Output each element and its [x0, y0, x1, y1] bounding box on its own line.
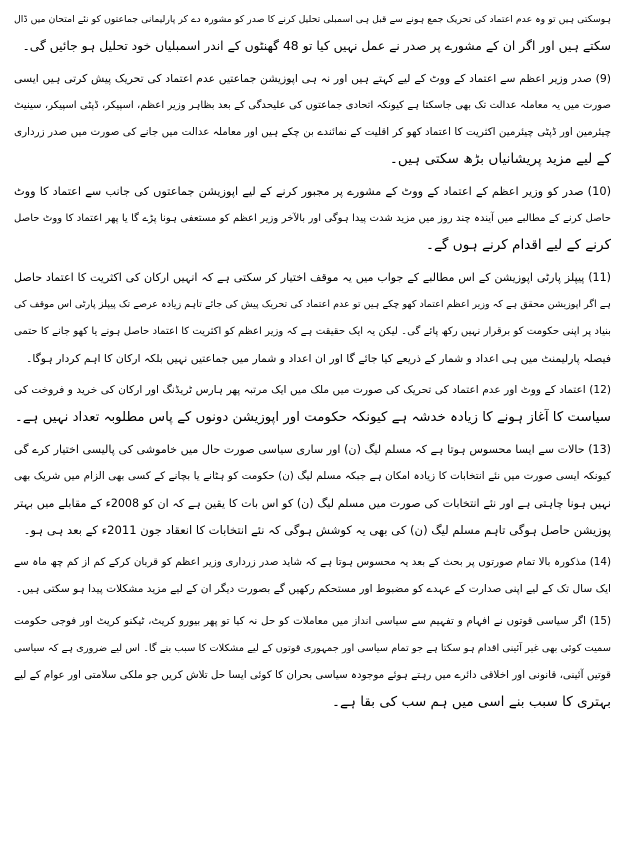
text-line: (14) مذکورہ بالا تمام صورتوں پر بحث کے بعد یہ محسوس ہوتا ہے کہ شاید صدر زرداری وزیر اعظم کو قربان کرکے کم از کم چھ ماہ سے — [14, 556, 611, 568]
text-line: ایک سال تک کے لیے اپنی صدارت کے عہدے کو مضبوط اور مستحکم رکھیں گے بصورت دیگر ان کے لیے مزید مشکلات پیدا ہو سکتی ہیں۔ — [15, 583, 611, 595]
text-line: پوزیشن حاصل ہوگی تاہم مسلم لیگ (ن) کی بھی یہ کوشش ہوگی کہ نئے انتخابات کا انعقاد جون 2011ء کے بعد ہی ہو۔ — [23, 523, 611, 537]
text-line: (15) اگر سیاسی قوتوں نے افہام و تفہیم سے سیاسی انداز میں معاملات کو حل نہ کیا تو پھر بیورو کریٹ، ٹیکنو کریٹ اور فوجی حکومت — [14, 615, 611, 627]
text-line: قوتیں آئینی، قانونی اور اخلاقی دائرے میں رہتے ہوئے موجودہ سیاسی بحران کا کوئی ایسا حل تلاش کریں جو ملکی سلامتی اور عوام کے لیے — [14, 669, 611, 681]
text-line: سکتے ہیں اور اگر ان کے مشورے پر صدر نے عمل نہیں کیا تو 48 گھنٹوں کے اندر اسمبلیاں خود تحلیل ہو جائیں گی۔ — [22, 39, 611, 53]
paragraph-point-11 — [14, 264, 611, 372]
text-line: (9) صدر وزیر اعظم سے اعتماد کے ووٹ کے لیے کہتے ہیں اور نہ ہی اپوزیشن جماعتیں عدم اعتماد کی تحریک پیش کرتی ہیں ایسی — [14, 72, 611, 85]
text-line: سیاست کا آغاز ہونے کا زیادہ خدشہ ہے کیونکہ حکومت اور اپوزیشن دونوں کے پاس مطلوبہ تعداد نہیں ہے۔ — [14, 410, 611, 425]
text-line: (11) پیپلز پارٹی اپوزیشن کے اس مطالبے کے جواب میں یہ موقف اختیار کر سکتی ہے کہ انہیں ارکان کی اکثریت کا اعتماد حاصل — [14, 271, 611, 284]
paragraph-point-13 — [14, 436, 611, 544]
text-line: کرنے کے لیے اقدام کرنے ہوں گے۔ — [426, 237, 611, 253]
text-line: (13) حالات سے ایسا محسوس ہوتا ہے کہ مسلم لیگ (ن) اور ساری سیاسی صورت حال میں خاموشی کی پالیسی اختیار کرے گی — [14, 443, 611, 456]
text-line: بہتری کا سبب بنے اسی میں ہم سب کی بقا ہے۔ — [332, 694, 611, 710]
paragraph-point-12 — [14, 377, 611, 431]
text-line: ہے اگر اپوزیشن محقق ہے کہ وزیر اعظم اعتماد کھو چکے ہیں تو عدم اعتماد کی تحریک پیش کی جائے تاہم زیادہ عرصے تک پیپلز پارٹی اس موقف کی — [14, 299, 611, 310]
paragraph-point-9 — [14, 65, 611, 173]
paragraph-point-10 — [14, 178, 611, 259]
text-line: حاصل کرنے کے مطالبے میں آیندہ چند روز میں مزید شدت پیدا ہوگی اور بالآخر وزیر اعظم کو مستعفی ہونا پڑے گا یا پھر اعتماد کا ووٹ حاصل — [14, 213, 611, 224]
text-line: بنیاد پر اپنی حکومت کو برقرار نہیں رکھ پائے گی۔ لیکن یہ ایک حقیقت ہے کہ وزیر اعظم کو اکثریت کا اعتماد حاصل ہونے یا کھو جانے کا حتمی — [14, 326, 611, 337]
text-line: (12) اعتماد کے ووٹ اور عدم اعتماد کی تحریک کی صورت میں ملک میں ایک مرتبہ پھر ہارس ٹریڈنگ اور ارکان کی خرید و فروخت کی — [14, 384, 611, 396]
text-line: کیونکہ ایسی صورت میں نئے انتخابات کا زیادہ امکان ہے جبکہ مسلم لیگ (ن) حکومت کو ہٹانے یا بچانے کے کسی بھی الزام میں شریک بھی — [14, 470, 611, 482]
text-line: صورت میں یہ معاملہ عدالت تک بھی جاسکتا ہے کیونکہ اتحادی جماعتوں کی علیحدگی کے بعد بظاہر وزیر اعظم، اسپیکر، ڈپٹی اسپیکر، سینیٹ — [14, 100, 611, 111]
text-line: ہوسکتی ہیں تو وہ عدم اعتماد کی تحریک جمع ہونے سے قبل ہی اسمبلی تحلیل کرنے کا صدر کو مشورہ دے کر پارلیمانی جماعتوں کو نئے امتحان میں ڈال — [14, 14, 611, 25]
text-line: چیئرمین اور ڈپٹی چیئرمین اکثریت کا اعتماد کھو کر اقلیت کے نمائندے بن چکے ہیں اور معاملہ عدالت میں جانے کی صورت میں صدر زرداری — [14, 126, 611, 138]
text-line: سمیت کوئی بھی غیر آئینی اقدام ہو سکتا ہے جو تمام سیاسی اور جمہوری قوتوں کے لیے مشکلات کا سبب بنے گا۔ اس لیے ضروری ہے کہ سیاسی — [14, 643, 611, 654]
urdu-article-page — [14, 6, 611, 716]
text-line: (10) صدر کو وزیر اعظم کے اعتماد کے ووٹ کے مشورے پر مجبور کرنے کے لیے اپوزیشن جماعتوں کی جانب سے اعتماد کا ووٹ — [14, 184, 611, 198]
paragraph-continuation — [14, 6, 611, 60]
text-line: نہیں ہونا چاہتی ہے اور نئے انتخابات کی صورت میں مسلم لیگ (ن) کو اس بات کا یقین ہے کہ ان کو 2008ء کے مقابلے میں بہتر — [14, 497, 611, 510]
text-line: فیصلہ پارلیمنٹ میں ہی اعداد و شمار کے ذریعے کیا جائے گا اور ان اعداد و شمار میں جماعتیں نہیں بلکہ ارکان کا اہم کردار ہوگا۔ — [25, 352, 611, 365]
paragraph-point-14 — [14, 549, 611, 603]
paragraph-point-15 — [14, 608, 611, 716]
text-line: کے لیے مزید پریشانیاں بڑھ سکتی ہیں۔ — [389, 151, 611, 167]
